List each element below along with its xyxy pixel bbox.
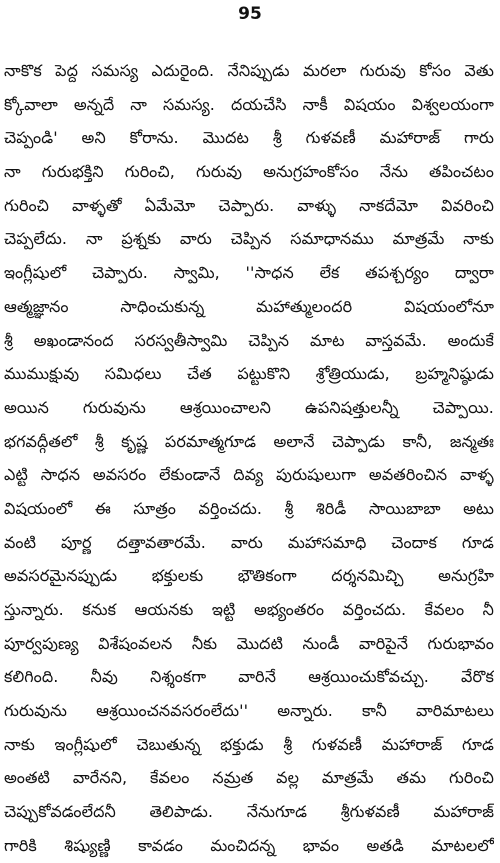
text-line: గారికి శిష్యుణ్ణి కావడం మంచిదన్న భావం అతడి మాటలలో [4, 835, 494, 855]
text-line: నాకొక పెద్ద సమస్య ఎదురైంది. నేనిప్పుడు మరలా గురువు కోసం వెతు [4, 61, 494, 80]
text-line: విషయంలో ఈ సూత్రం వర్తించదు. శ్రీ శిరిడీ సాయిబాబా అటు [4, 498, 494, 518]
text-line: ఎట్టి సాధన అవసరం లేకుండానే దివ్య పురుషులుగా అవతరించిన వాళ్ళ [4, 465, 494, 485]
body-text [4, 54, 494, 863]
text-line: నా గురుభక్తిని గురించి, గురువు అనుగ్రహంకోసం నేను తపించటం [4, 162, 494, 182]
text-line: స్తున్నారు. కనుక ఆయనకు ఇట్టి అభ్యంతరం వర్తించదు. కేవలం నీ [4, 600, 494, 619]
text-line: శ్రీ అఖండానంద సరస్వతీస్వామి చెప్పిన మాట వాస్తవమే. అందుకే [4, 330, 494, 350]
text-line: గురువును ఆశ్రయించనవసరంలేదు'' అన్నారు. కానీ వారిమాటలు [4, 701, 494, 721]
text-line: అయిన గురువును ఆశ్రయించాలని ఉపనిషత్తులన్నీ చెప్పాయి. [4, 397, 494, 417]
page-number: 95 [238, 4, 262, 24]
text-line: అవసరమైనప్పుడు భక్తులకు భౌతికంగా దర్శనమిచ్చి అనుగ్రహి [4, 566, 494, 586]
text-line: క్కోవాలా అన్నదే నా సమస్య. దయచేసి నాకీ విషయం విశ్వలయంగా [4, 94, 494, 114]
text-line: గురించి వాళ్ళతో ఏమేమో చెప్పారు. వాళ్ళు నాకదేమో వివరించి [4, 195, 494, 215]
text-line: నాకు ఇంగ్లీషులో చెబుతున్న భక్తుడు శ్రీ గుళవణీ మహారాజ్ గూడ [4, 734, 494, 754]
text-line: పూర్వపుణ్య విశేషంవలన నీకు మొదటి నుండీ వారిపైనే గురుభావం [4, 633, 494, 653]
text-line: చెప్పుకోవడంలేదనీ తెలిపాడు. నేనుగూడ శ్రీగుళవణీ మహారాజ్ [4, 802, 494, 822]
text-line: కలిగింది. నీవు నిశ్శంకగా వారినే ఆశ్రయించుకోవచ్చు. వేరొక [4, 667, 494, 687]
text-line: చెప్పండి' అని కోరాను. మొదట శ్రీ గుళవణీ మహారాజ్ గారు [4, 128, 494, 148]
text-line: చెప్పలేదు. నా ప్రశ్నకు వారు చెప్పిన సమాధానము మాత్రమే నాకు [4, 229, 494, 249]
text-line: ఆత్మజ్ఞానం సాధించుకున్న మహాత్ములందరి విషయంలోనూ [4, 296, 494, 316]
text-line: వంటి పూర్ణ దత్తావతారమే. వారు మహాసమాధి చెందాక గూడ [4, 532, 494, 552]
text-line: అంతటి వారేనని, కేవలం నమ్రత వల్ల మాత్రమే తమ గురించి [4, 768, 494, 788]
text-line: ఇంగ్లీషులో చెప్పారు. స్వామి, ''సాధన లేక తపశ్చర్యం ద్వారా [4, 263, 494, 283]
text-line: ముముక్షువు సమిధలు చేత పట్టుకొని శ్రోత్రియుడు, బ్రహ్మనిష్ఠుడు [4, 364, 494, 384]
text-line: భగవద్గీతలో శ్రీ కృష్ణ పరమాత్మగూడ అలానే చెప్పాడు కానీ, జన్మతః [4, 431, 494, 451]
